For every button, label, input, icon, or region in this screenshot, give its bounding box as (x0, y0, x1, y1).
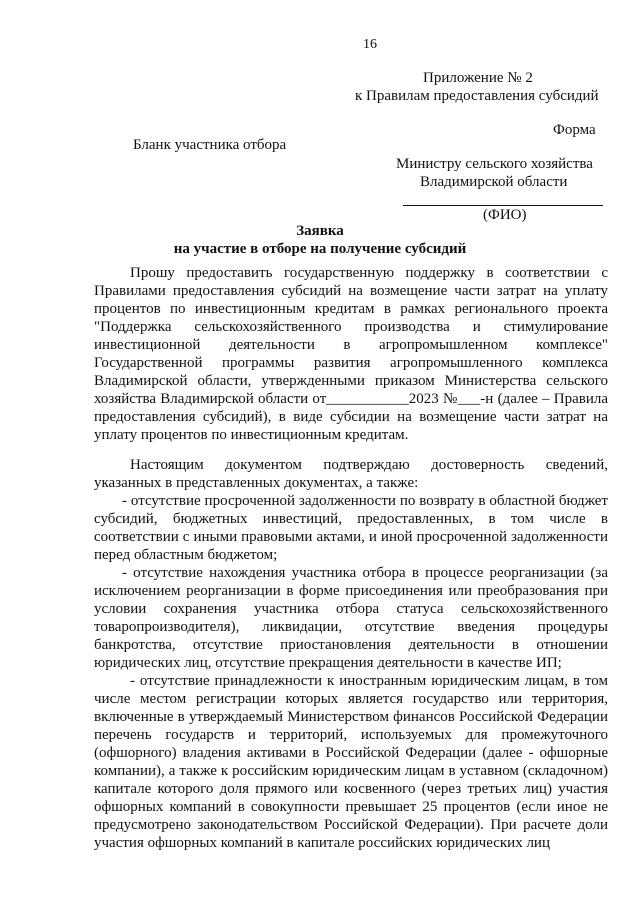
paragraph-no-reorganization: - отсутствие нахождения участника отбора в процессе реорганизации (за исключением реорганизации в форме присоединения или преобразования при условии сохранения участника отбора статуса сельскохозяйственного товаропроизводителя), ликвидации, отсутствие введения процедуры банкротства, отсутствие приостановления деятельности в отношении юридических лиц, отсутствие прекращения деятельности в качестве ИП; (94, 565, 608, 671)
fio-caption: (ФИО) (483, 207, 527, 223)
appendix-line-2: к Правилам предоставления субсидий (355, 88, 599, 104)
page-number: 16 (363, 37, 377, 52)
document-subtitle: на участие в отборе на получение субсидий (173, 241, 467, 257)
blank-label: Бланк участника отбора (133, 137, 287, 153)
form-label: Форма (553, 122, 596, 138)
document-body (94, 264, 608, 852)
paragraph-confirmation: Настоящим документом подтверждаю достоверность сведений, указанных в представленных документах, а также: (94, 457, 608, 491)
paragraph-no-debt: - отсутствие просроченной задолженности по возврату в областной бюджет субсидий, бюджетных инвестиций, предоставленных, в том числе в соответствии с иными правовыми актами, и иной просроченной задолженности перед областным бюджетом; (94, 493, 608, 563)
addressee-line-2: Владимирской области (420, 174, 568, 190)
paragraph-request: Прошу предоставить государственную поддержку в соответствии с Правилами предоставления субсидий на возмещение части затрат на уплату процентов по инвестиционным кредитам в рамках регионального проекта "Поддержка сельскохозяйственного производства и стимулирование инвестиционной деятельности в агропромышленном комплексе" Государственной программы развития агропромышленного комплекса Владимирской области, утвержденными приказом Министерства сельского хозяйства Владимирской области от___________2023 №___-н (далее – Правила предоставления субсидий), в виде субсидии на возмещение части затрат на уплату процентов по инвестиционным кредитам. (94, 265, 608, 443)
paragraph-no-foreign-affiliation: - отсутствие принадлежности к иностранным юридическим лицам, в том числе местом регистрации которых является государство или территория, включенные в утверждаемый Министерством финансов Российской Федерации перечень государств и территорий, используемых для промежуточного (офшорного) владения активами в Российской Федерации (далее - офшорные компании), а также к российским юридическим лицам в уставном (складочном) капитале которого доля прямого или косвенного (через третьих лиц) участия офшорных компаний в совокупности превышает 25 процентов (если иное не предусмотрено законодательством Российской Федерации). При расчете доли участия офшорных компаний в капитале российских юридических лиц (94, 673, 608, 851)
document-title: Заявка (296, 223, 344, 239)
addressee-line-1: Министру сельского хозяйства (396, 156, 593, 172)
appendix-line-1: Приложение № 2 (423, 70, 533, 86)
